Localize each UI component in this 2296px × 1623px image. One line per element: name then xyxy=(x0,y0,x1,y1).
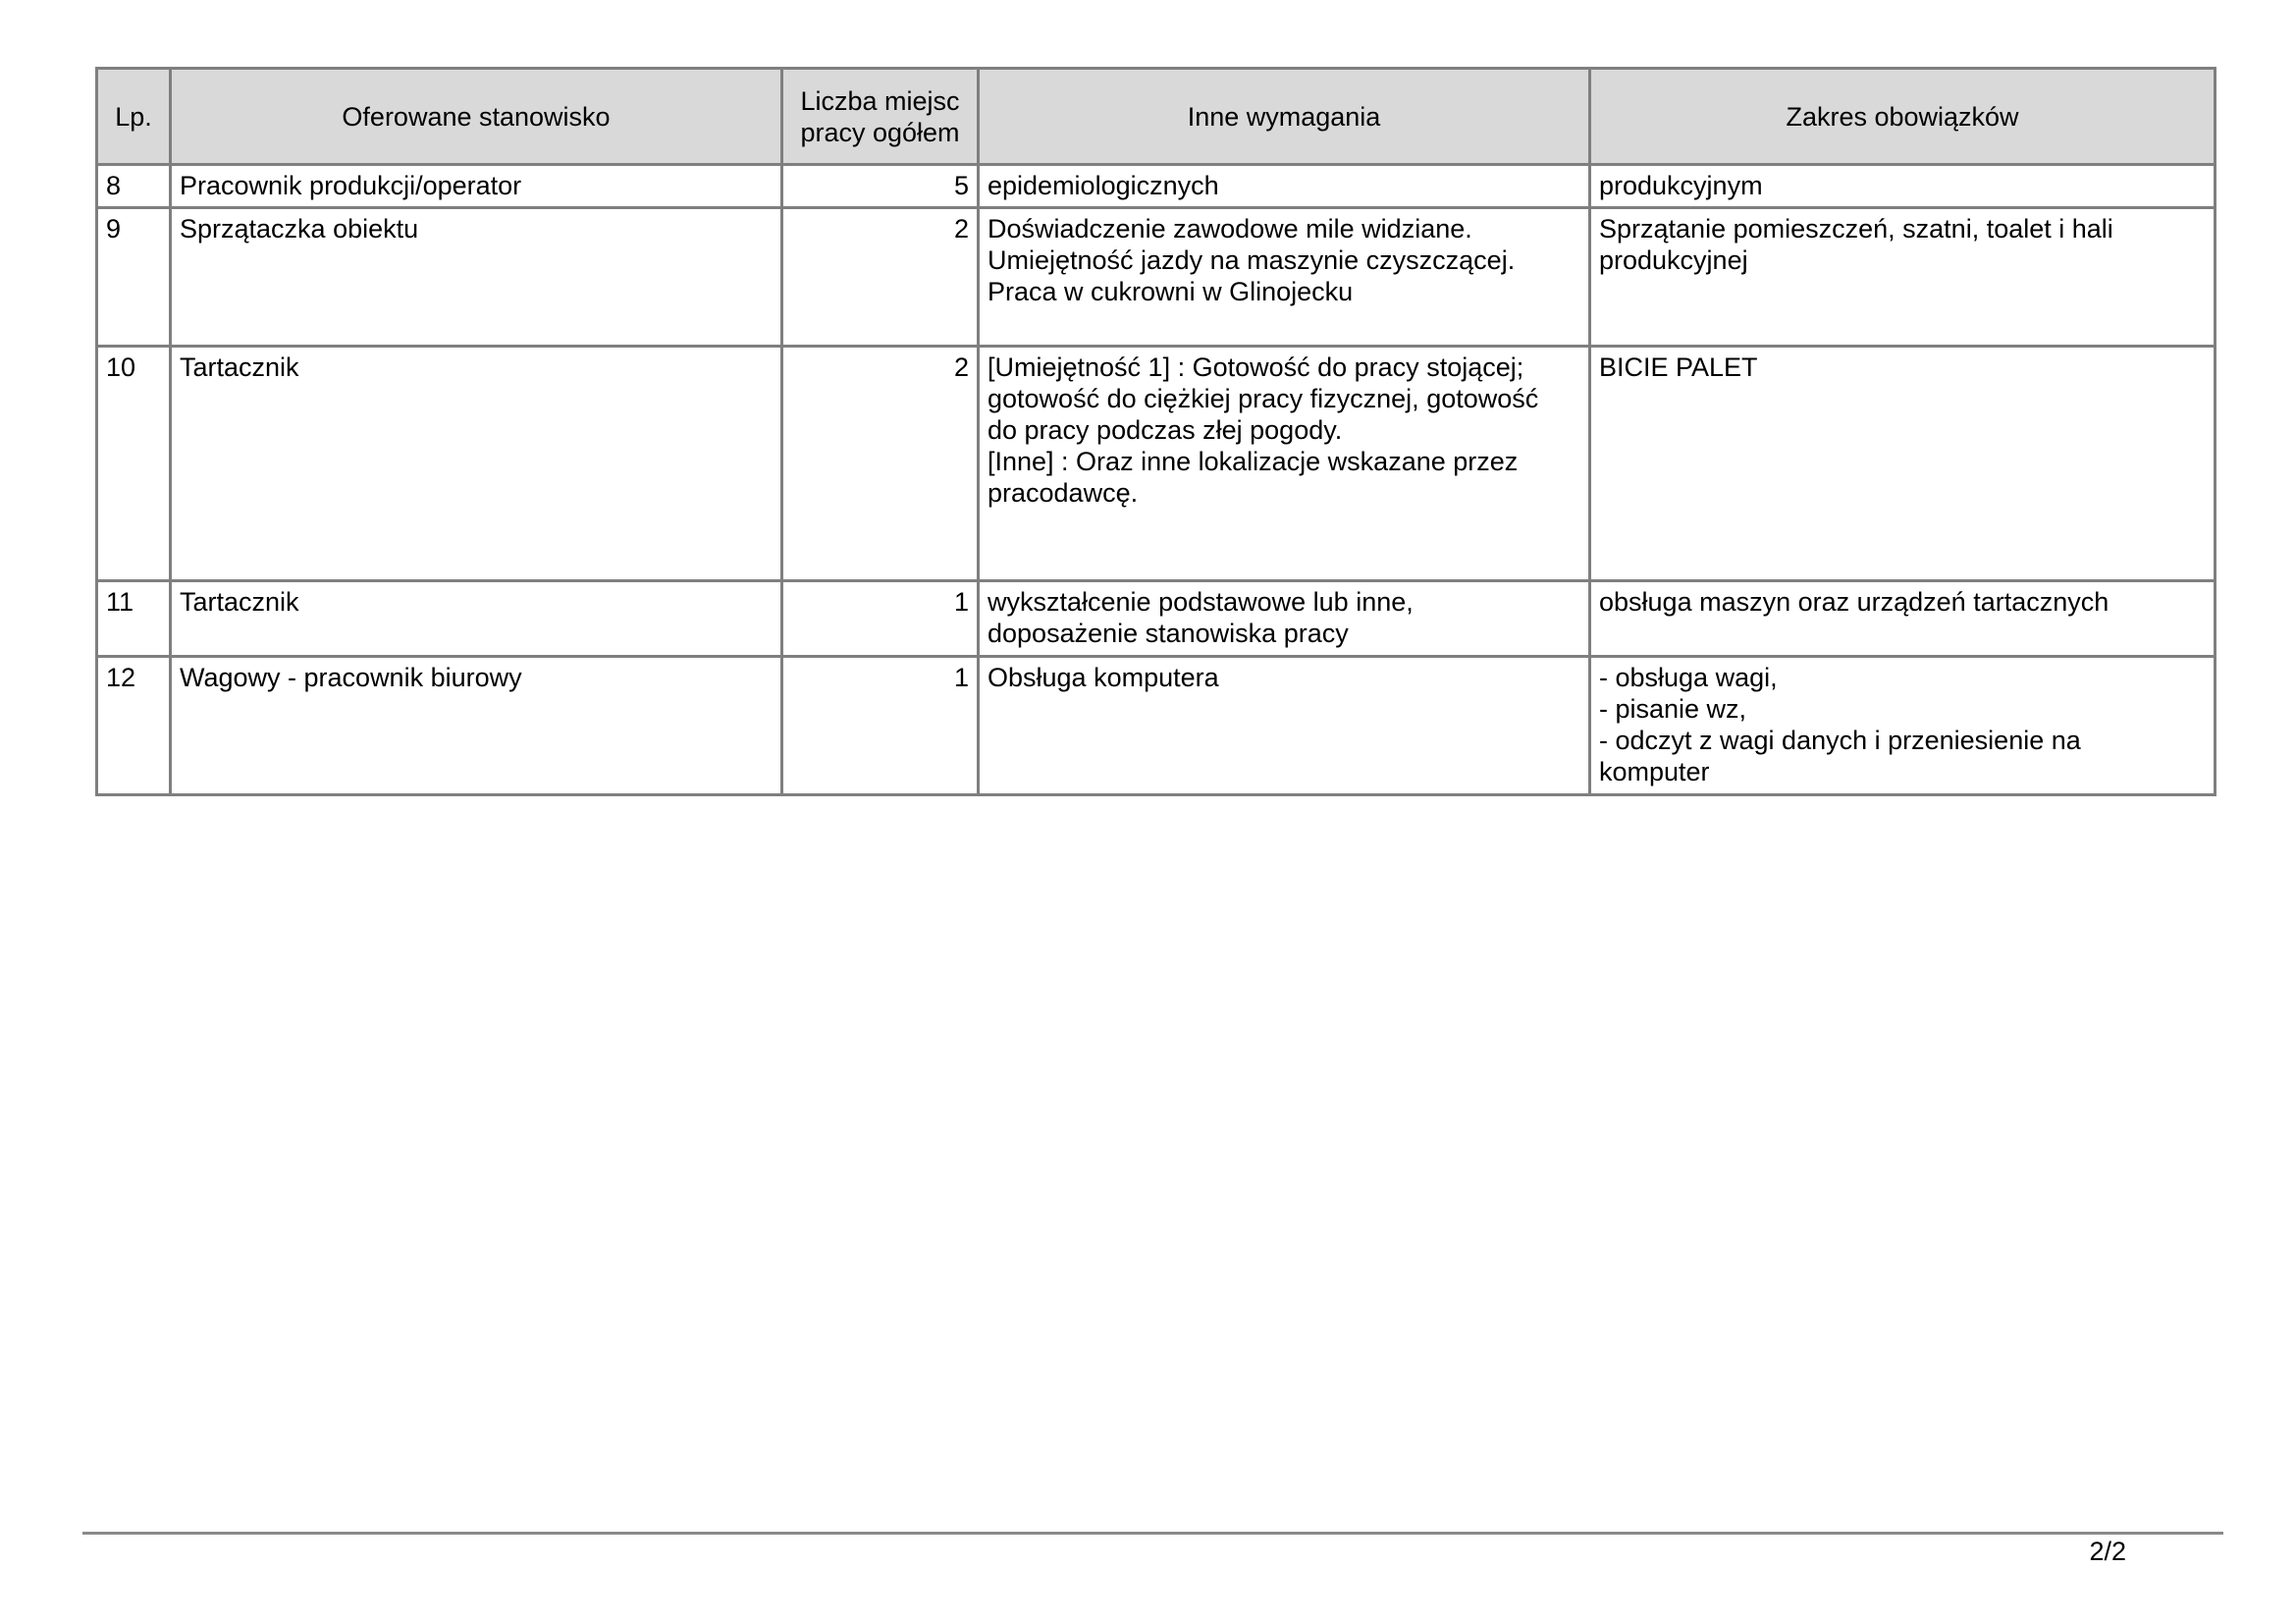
job-offers-table xyxy=(95,67,2216,796)
header-requirements: Inne wymagania xyxy=(979,69,1590,165)
table-row xyxy=(97,581,2216,657)
cell-position: Sprzątaczka obiektu xyxy=(171,208,782,347)
table-row xyxy=(97,165,2216,208)
cell-duties: Sprzątanie pomieszczeń, szatni, toalet i hali produkcyjnej xyxy=(1590,208,2216,347)
cell-requirements: epidemiologicznych xyxy=(979,165,1590,208)
table-row xyxy=(97,208,2216,347)
header-duties: Zakres obowiązków xyxy=(1590,69,2216,165)
table-header-row xyxy=(97,69,2216,165)
cell-requirements: Doświadczenie zawodowe mile widziane. Umiejętność jazdy na maszynie czyszczącej. Praca w cukrowni w Glinojecku xyxy=(979,208,1590,347)
cell-lp: 9 xyxy=(97,208,171,347)
cell-lp: 10 xyxy=(97,347,171,581)
cell-duties: - obsługa wagi, - pisanie wz, - odczyt z wagi danych i przeniesienie na komputer xyxy=(1590,657,2216,795)
page-number: 2/2 xyxy=(2089,1537,2126,1566)
cell-count: 5 xyxy=(782,165,979,208)
cell-count: 1 xyxy=(782,581,979,657)
cell-count: 2 xyxy=(782,347,979,581)
table-row xyxy=(97,347,2216,581)
cell-requirements: wykształcenie podstawowe lub inne, doposażenie stanowiska pracy xyxy=(979,581,1590,657)
cell-duties: produkcyjnym xyxy=(1590,165,2216,208)
cell-requirements: Obsługa komputera xyxy=(979,657,1590,795)
cell-position: Tartacznik xyxy=(171,347,782,581)
cell-count: 2 xyxy=(782,208,979,347)
cell-position: Pracownik produkcji/operator xyxy=(171,165,782,208)
cell-position: Wagowy - pracownik biurowy xyxy=(171,657,782,795)
footer-divider xyxy=(82,1532,2223,1535)
cell-lp: 11 xyxy=(97,581,171,657)
cell-count: 1 xyxy=(782,657,979,795)
cell-requirements: [Umiejętność 1] : Gotowość do pracy stojącej; gotowość do ciężkiej pracy fizycznej, gotowość do pracy podczas złej pogody. [Inne] : Oraz inne lokalizacje wskazane przez pracodawcę. xyxy=(979,347,1590,581)
cell-position: Tartacznik xyxy=(171,581,782,657)
cell-lp: 12 xyxy=(97,657,171,795)
header-count: Liczba miejsc pracy ogółem xyxy=(782,69,979,165)
cell-duties: BICIE PALET xyxy=(1590,347,2216,581)
header-position: Oferowane stanowisko xyxy=(171,69,782,165)
header-lp: Lp. xyxy=(97,69,171,165)
cell-duties: obsługa maszyn oraz urządzeń tartacznych xyxy=(1590,581,2216,657)
table-row xyxy=(97,657,2216,795)
cell-lp: 8 xyxy=(97,165,171,208)
